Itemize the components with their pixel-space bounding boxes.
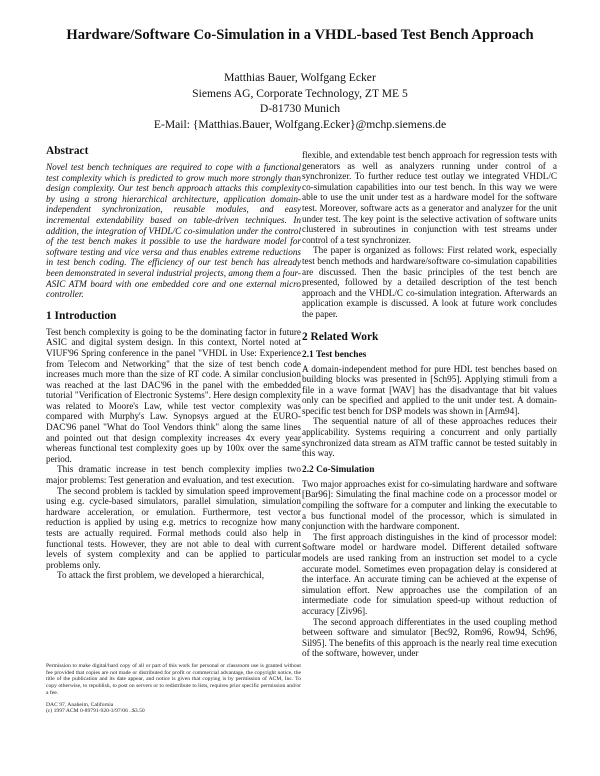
right-column xyxy=(302,150,557,659)
permission-notice: Permission to make digital/hard copy of all or part of this work for personal or classroom use is granted without fee provided that copies are not made or distributed for profit or commercial advantage, the copyright notice, the title of the publication and its date appear, and notice is given that copying is by permission of ACM, Inc. To copy otherwise, to republish, to post on servers or to redistribute to lists, requires prior specific permission and/or a fee. xyxy=(46,663,301,696)
related-work-heading: 2 Related Work xyxy=(302,330,379,343)
intro-paragraph: To attack the first problem, we developed a hierarchical, xyxy=(57,570,265,581)
copyright-footnote xyxy=(46,663,301,715)
intro-paragraph: The second problem is tackled by simulation speed improvement using e.g. cycle-based simulators, parallel simulation, simulation hardware acceleration, or emulation. Furthermore, test vector reduction is applied by using e.g. metrics to recognize how many tests are actually required. Formal methods could also help in functional tests. However, they are not able to deal with current levels of system complexity and can be applied to particular problems only. xyxy=(46,485,301,570)
author-block xyxy=(20,70,580,132)
co-simulation-paragraph: The second approach differentiates in the used coupling method between software and simulator [Bec92, Rom96, Row94, Sch96, Sil95]. The benefits of this approach is the nearly real time execution of the software, however, under xyxy=(302,616,557,659)
co-simulation-paragraph: The first approach distinguishes in the kind of processor model: Software model or hardware model. Different detailed software models are used ranking from an instruction set model to a cycle accurate model. Sometimes even propagation delay is considered at the interface. An accurate timing can be achieved at the expense of simulation effort. New approaches use the compilation of an intermediate code for simulation speed-up without reduction of accuracy [Ziv96]. xyxy=(302,531,557,616)
author-address: D-81730 Munich xyxy=(259,102,341,115)
conference-venue: DAC 97, Anaheim, California xyxy=(46,701,114,708)
paper-title: Hardware/Software Co-Simulation in a VHDL-based Test Bench Approach xyxy=(66,27,534,43)
paper-organization: The paper is organized as follows: First related work, especially test bench methods and hardware/software co-simulation capabilities are discussed. Then the basic principles of the test bench are presented, followed by a detailed description of the test bench approach and the VHDL/C co-simulation integration. Afterwards an application example is discussed. A look at future work concludes the paper. xyxy=(302,245,557,319)
copyright-line: (c) 1997 ACM 0-89791-920-3/97/06 ..$3.50 xyxy=(46,708,145,715)
abstract-heading: Abstract xyxy=(46,145,89,157)
abstract-text: Novel test bench techniques are required to cope with a functional test complexity which is predicted to grow much more strongly than design complexity. Our test bench approach attacks this complexity by using a strong hierarchical architecture, application domain-independent synchronization, reusable modules, and easy incremental extendability based on table-driven techniques. In addition, the integration of VHDL/C co-simulation under the control of the test bench makes it possible to use the hardware model for software testing and vice versa and thus enables extreme reductions in test bench coding. The efficiency of our test bench has already been demonstrated in several industrial projects, among them a four-ASIC ATM board with one embedded core and one external micro controller. xyxy=(46,162,301,300)
test-benches-paragraph: A domain-independent method for pure HDL test benches based on building blocks was presented in [Sch95]. Applying stimuli from a file in a wave format [WAV] has the disadvantage that bit values only can be specified and applied to the unit under test. A domain-specific test bench for DSP models was shown in [Arm94]. xyxy=(302,363,557,416)
test-benches-paragraph: The sequential nature of all of these approaches reduces their applicability. Systems requiring a concurrent and only partially synchronized data stream as ATM traffic cannot be tested suitably in this way. xyxy=(302,416,557,459)
intro-paragraph: Test bench complexity is going to be the dominating factor in future ASIC and digital system design. In this context, Nortel noted at VIUF'96 Spring conference in the panel "VHDL in Use: Experience from Telecom and Networking" that the size of test bench code increases much more than the size of RT code. A similar conclusion was reached at the last DAC'96 in the panel with the embedded tutorial "Verification of Electronic Systems". Here design complexity was related to Moore's Law, while test vector complexity was compared with Murphy's Law. Synopsys argued at the EURO-DAC'96 panel "What do Tool Vendors think" along the same lines and pointed out that design complexity increases 4x every year whereas functional test complexity goes up by 100x over the same period. xyxy=(46,326,301,464)
co-simulation-paragraph: Two major approaches exist for co-simulating hardware and software [Bar96]: Simulating the final machine code on a processor model or compiling the software for a computer and linking the executable to a bus functional model of the processor, which is simulated in conjunction with the hardware component. xyxy=(302,478,557,532)
author-names: Matthias Bauer, Wolfgang Ecker xyxy=(224,71,376,84)
test-benches-heading: 2.1 Test benches xyxy=(302,349,367,360)
introduction-heading: 1 Introduction xyxy=(46,309,117,322)
co-simulation-heading: 2.2 Co-Simulation xyxy=(302,464,375,475)
author-affiliation: Siemens AG, Corporate Technology, ZT ME 5 xyxy=(192,86,408,100)
left-column xyxy=(46,145,301,581)
intro-continuation: flexible, and extendable test bench approach for regression tests with generators as well as analyzers running under control of a synchronizer. To further reduce test outlay we integrated VHDL/C co-simulation capabilities into our test bench. In this way we were able to use the unit under test as a hardware model for the software test. Moreover, software acts as a generator and analyzer for the unit under test. The key point is the selective activation of software units clustered in subroutines in conjunction with test streams under control of a test synchronizer. xyxy=(302,150,557,245)
author-email: E-Mail: {Matthias.Bauer, Wolfgang.Ecker}@mchp.siemens.de xyxy=(153,117,447,131)
intro-paragraph: This dramatic increase in test bench complexity implies two major problems: Test generation and evaluation, and test execution. xyxy=(46,464,301,486)
